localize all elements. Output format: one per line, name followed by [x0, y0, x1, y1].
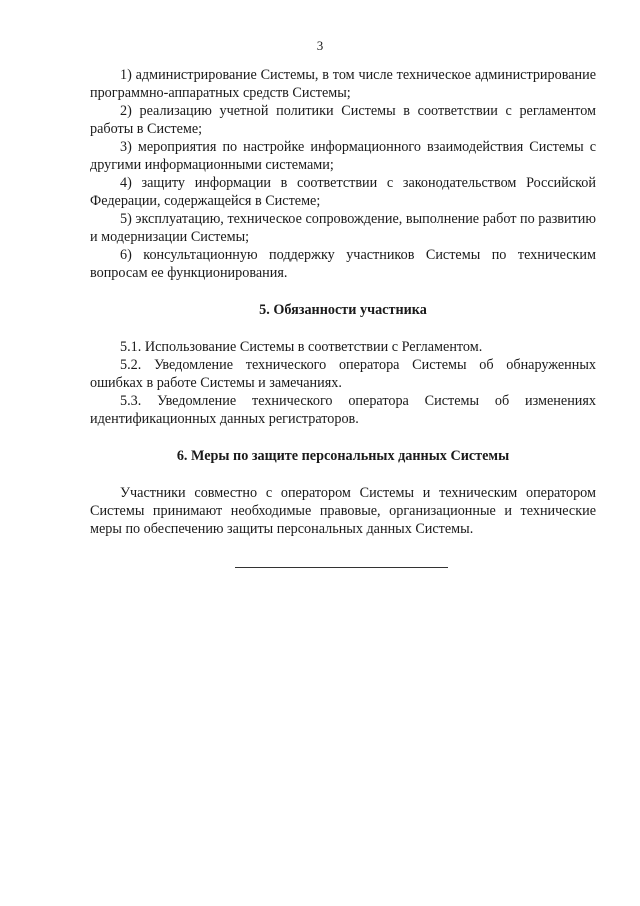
list-item: 6) консультационную поддержку участников Системы по техническим вопросам ее функционирования.: [90, 247, 596, 281]
list-item: 5) эксплуатацию, техническое сопровождение, выполнение работ по развитию и модернизации Системы;: [90, 211, 596, 245]
list-item: 2) реализацию учетной политики Системы в соответствии с регламентом работы в Системе;: [90, 103, 596, 137]
end-divider-line: [235, 567, 448, 568]
section-6-paragraph: Участники совместно с оператором Системы и техническим оператором Системы принимают необходимые правовые, организационные и технические меры по обеспечению защиты персональных данных Системы.: [90, 485, 596, 537]
page-number: 3: [316, 38, 324, 53]
list-item: 3) мероприятия по настройке информационного взаимодействия Системы с другими информационными системами;: [90, 139, 596, 173]
section-6-heading: 6. Меры по защите персональных данных Системы: [176, 448, 510, 464]
list-item: 1) администрирование Системы, в том числе техническое администрирование программно-аппаратных средств Системы;: [90, 67, 596, 101]
section-5-heading: 5. Обязанности участника: [259, 302, 427, 318]
section-5-item: 5.1. Использование Системы в соответствии с Регламентом.: [120, 339, 483, 355]
section-5-item: 5.3. Уведомление технического оператора Системы об изменениях идентификационных данных регистраторов.: [90, 393, 596, 427]
section-5-item: 5.2. Уведомление технического оператора Системы об обнаруженных ошибках в работе Системы и замечаниях.: [90, 357, 596, 391]
document-body: [90, 66, 596, 538]
list-item: 4) защиту информации в соответствии с законодательством Российской Федерации, содержащейся в Системе;: [90, 175, 596, 209]
